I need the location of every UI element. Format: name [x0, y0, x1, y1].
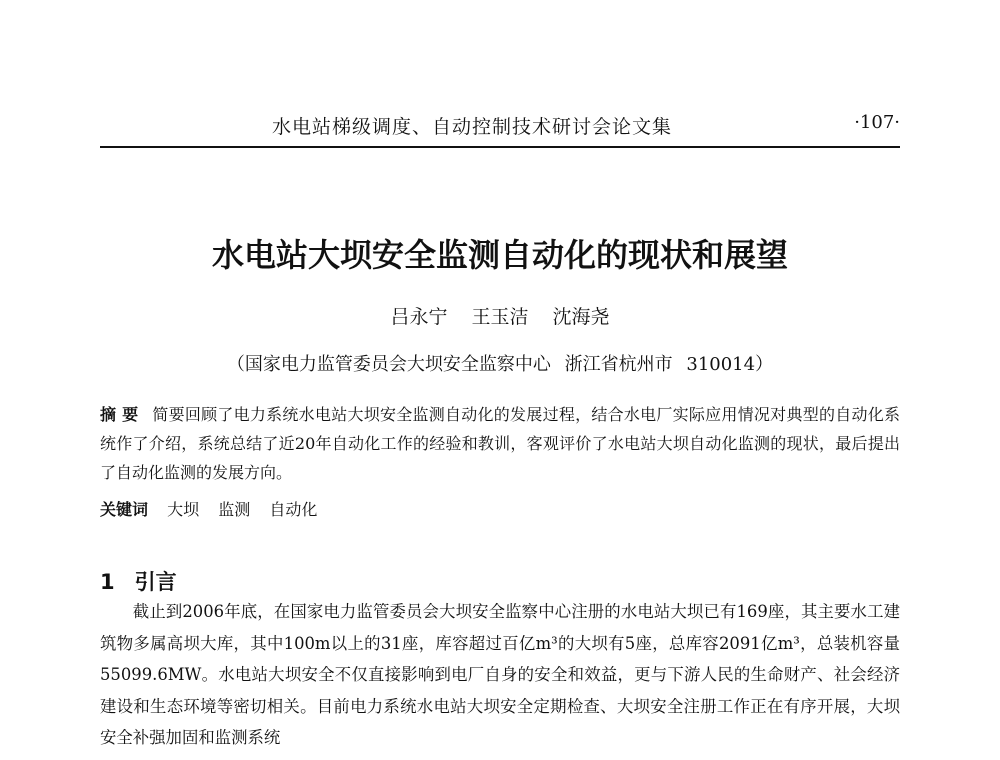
header-rule	[100, 146, 900, 148]
body-paragraph: 截止到2006年底，在国家电力监管委员会大坝安全监察中心注册的水电站大坝已有169座，其主要水工建筑物多属高坝大库，其中100m以上的31座，库容超过百亿m³的大坝有5座，总库容2091亿m³，总装机容量55099.6MW。水电站大坝安全不仅直接影响到电厂自身的安全和效益，更与下游人民的生命财产、社会经济建设和生态环境等密切相关。目前电力系统水电站大坝安全定期检查、大坝安全注册工作正在有序开展，大坝安全补强加固和监测系统	[100, 602, 900, 747]
paper-title: 水电站大坝安全监测自动化的现状和展望	[211, 236, 788, 274]
running-header	[100, 112, 900, 142]
running-title: 水电站梯级调度、自动控制技术研讨会论文集	[272, 116, 673, 138]
abstract-label: 摘 要	[100, 405, 139, 424]
section-heading	[100, 566, 900, 596]
abstract-text: 简要回顾了电力系统水电站大坝安全监测自动化的发展过程，结合水电厂实际应用情况对典型的自动化系统作了介绍，系统总结了近20年自动化工作的经验和教训，客观评价了水电站大坝自动化监测的现状，最后提出了自动化监测的发展方向。	[100, 405, 900, 482]
keyword: 大坝	[167, 500, 200, 519]
keywords	[100, 497, 900, 520]
section-number: 1	[100, 570, 115, 594]
abstract	[100, 400, 900, 487]
section-title: 引言	[134, 570, 177, 594]
keyword: 监测	[218, 500, 251, 519]
keywords-label: 关键词	[100, 500, 149, 519]
keyword: 自动化	[269, 500, 318, 519]
paper-authors: 吕永宁 王玉洁 沈海尧	[390, 306, 610, 328]
paper-affiliation: （国家电力监管委员会大坝安全监察中心 浙江省杭州市 310014）	[226, 354, 774, 375]
page-number: ·107·	[854, 112, 900, 133]
